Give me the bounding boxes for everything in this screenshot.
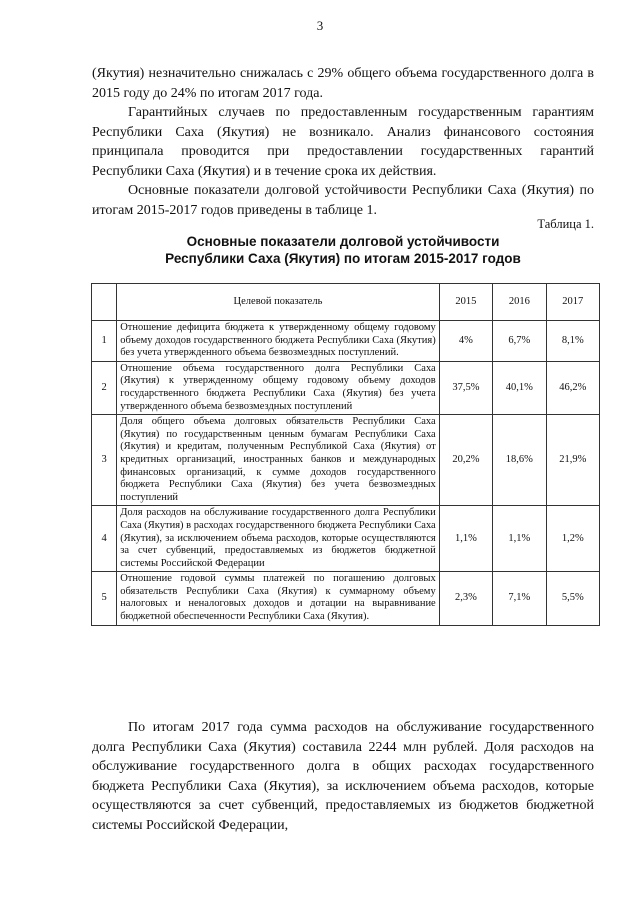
paragraph: По итогам 2017 года сумма расходов на обслуживание государственного долга Республики Саха (Якутия) составила 2244 млн рублей. Доля расходов на обслуживание государственного долга в общих расходах государственного бюджета Республики Саха (Якутия), за исключением объема расходов, которые осуществляются за счет субвенций, предоставляемых из бюджетов бюджетной системы Российской Федерации, [92, 720, 594, 833]
row-value-2015: 1,1% [439, 506, 492, 572]
table-row [92, 415, 600, 506]
table-title-line: Республики Саха (Якутия) по итогам 2015-2017 годов [165, 251, 521, 266]
row-value-2017: 21,9% [546, 415, 599, 506]
header-year-2017: 2017 [546, 284, 599, 321]
table-row [92, 572, 600, 625]
page-number: 3 [316, 18, 324, 33]
row-value-2017: 1,2% [546, 506, 599, 572]
row-value-2015: 37,5% [439, 361, 492, 414]
row-value-2016: 6,7% [493, 321, 546, 362]
row-indicator: Отношение объема государственного долга Республики Саха (Якутия) к утвержденному общему годовому объему доходов государственного бюджета Республики Саха (Якутия) без учета утвержденного объема безвозмездных поступлений [117, 361, 440, 414]
paragraph: (Якутия) незначительно снижалась с 29% общего объема государственного долга в 2015 году до 24% по итогам 2017 года. [92, 66, 594, 101]
table-row [92, 321, 600, 362]
row-indicator: Доля расходов на обслуживание государственного долга Республики Саха (Якутия) в расходах государственного бюджета Республики Саха (Якутия), за исключением объема расходов, которые осуществляются за счет субвенций, предоставляемых из бюджетов бюджетной системы Российской Федерации [117, 506, 440, 572]
row-value-2017: 8,1% [546, 321, 599, 362]
table-row [92, 361, 600, 414]
paragraph: Основные показатели долговой устойчивости Республики Саха (Якутия) по итогам 2015-2017 годов приведены в таблице 1. [92, 183, 594, 218]
row-indicator: Доля общего объема долговых обязательств Республики Саха (Якутия) по государственным ценным бумагам Республики Саха (Якутия) и кредитам, полученным Республикой Саха (Якутия) от кредитных организаций, иностранных банков и международных финансовых организаций, к сумме доходов государственного бюджета Республики Саха (Якутия) без учета безвозмездных поступлений [117, 415, 440, 506]
row-value-2015: 2,3% [439, 572, 492, 625]
row-number: 5 [92, 572, 117, 625]
indicators-table [91, 283, 600, 626]
table-title-line: Основные показатели долговой устойчивости [186, 234, 500, 249]
intro-text [92, 64, 594, 220]
row-value-2016: 1,1% [493, 506, 546, 572]
row-value-2017: 5,5% [546, 572, 599, 625]
row-number: 1 [92, 321, 117, 362]
header-number [92, 284, 117, 321]
row-number: 2 [92, 361, 117, 414]
outro-text [92, 718, 594, 835]
row-value-2017: 46,2% [546, 361, 599, 414]
table-row [92, 506, 600, 572]
paragraph: Гарантийных случаев по предоставленным государственным гарантиям Республики Саха (Якутия) не возникало. Анализ финансового состояния принципала проводится при предоставлении государственных гарантий Республики Саха (Якутия) и в течение срока их действия. [92, 105, 594, 179]
row-indicator: Отношение годовой суммы платежей по погашению долговых обязательств Республики Саха (Якутия) к суммарному объему налоговых и неналоговых доходов и дотации на выравнивание бюджетной обеспеченности Республики Саха (Якутия). [117, 572, 440, 625]
row-value-2015: 4% [439, 321, 492, 362]
row-value-2015: 20,2% [439, 415, 492, 506]
table-title [92, 233, 594, 267]
row-indicator: Отношение дефицита бюджета к утвержденному общему годовому объему доходов государственного бюджета Республики Саха (Якутия) без учета утвержденного объема безвозмездных поступлений. [117, 321, 440, 362]
row-number: 4 [92, 506, 117, 572]
table-caption: Таблица 1. [537, 217, 594, 231]
row-value-2016: 7,1% [493, 572, 546, 625]
row-value-2016: 18,6% [493, 415, 546, 506]
header-year-2016: 2016 [493, 284, 546, 321]
row-value-2016: 40,1% [493, 361, 546, 414]
header-indicator: Целевой показатель [117, 284, 440, 321]
row-number: 3 [92, 415, 117, 506]
header-year-2015: 2015 [439, 284, 492, 321]
table-header-row [92, 284, 600, 321]
